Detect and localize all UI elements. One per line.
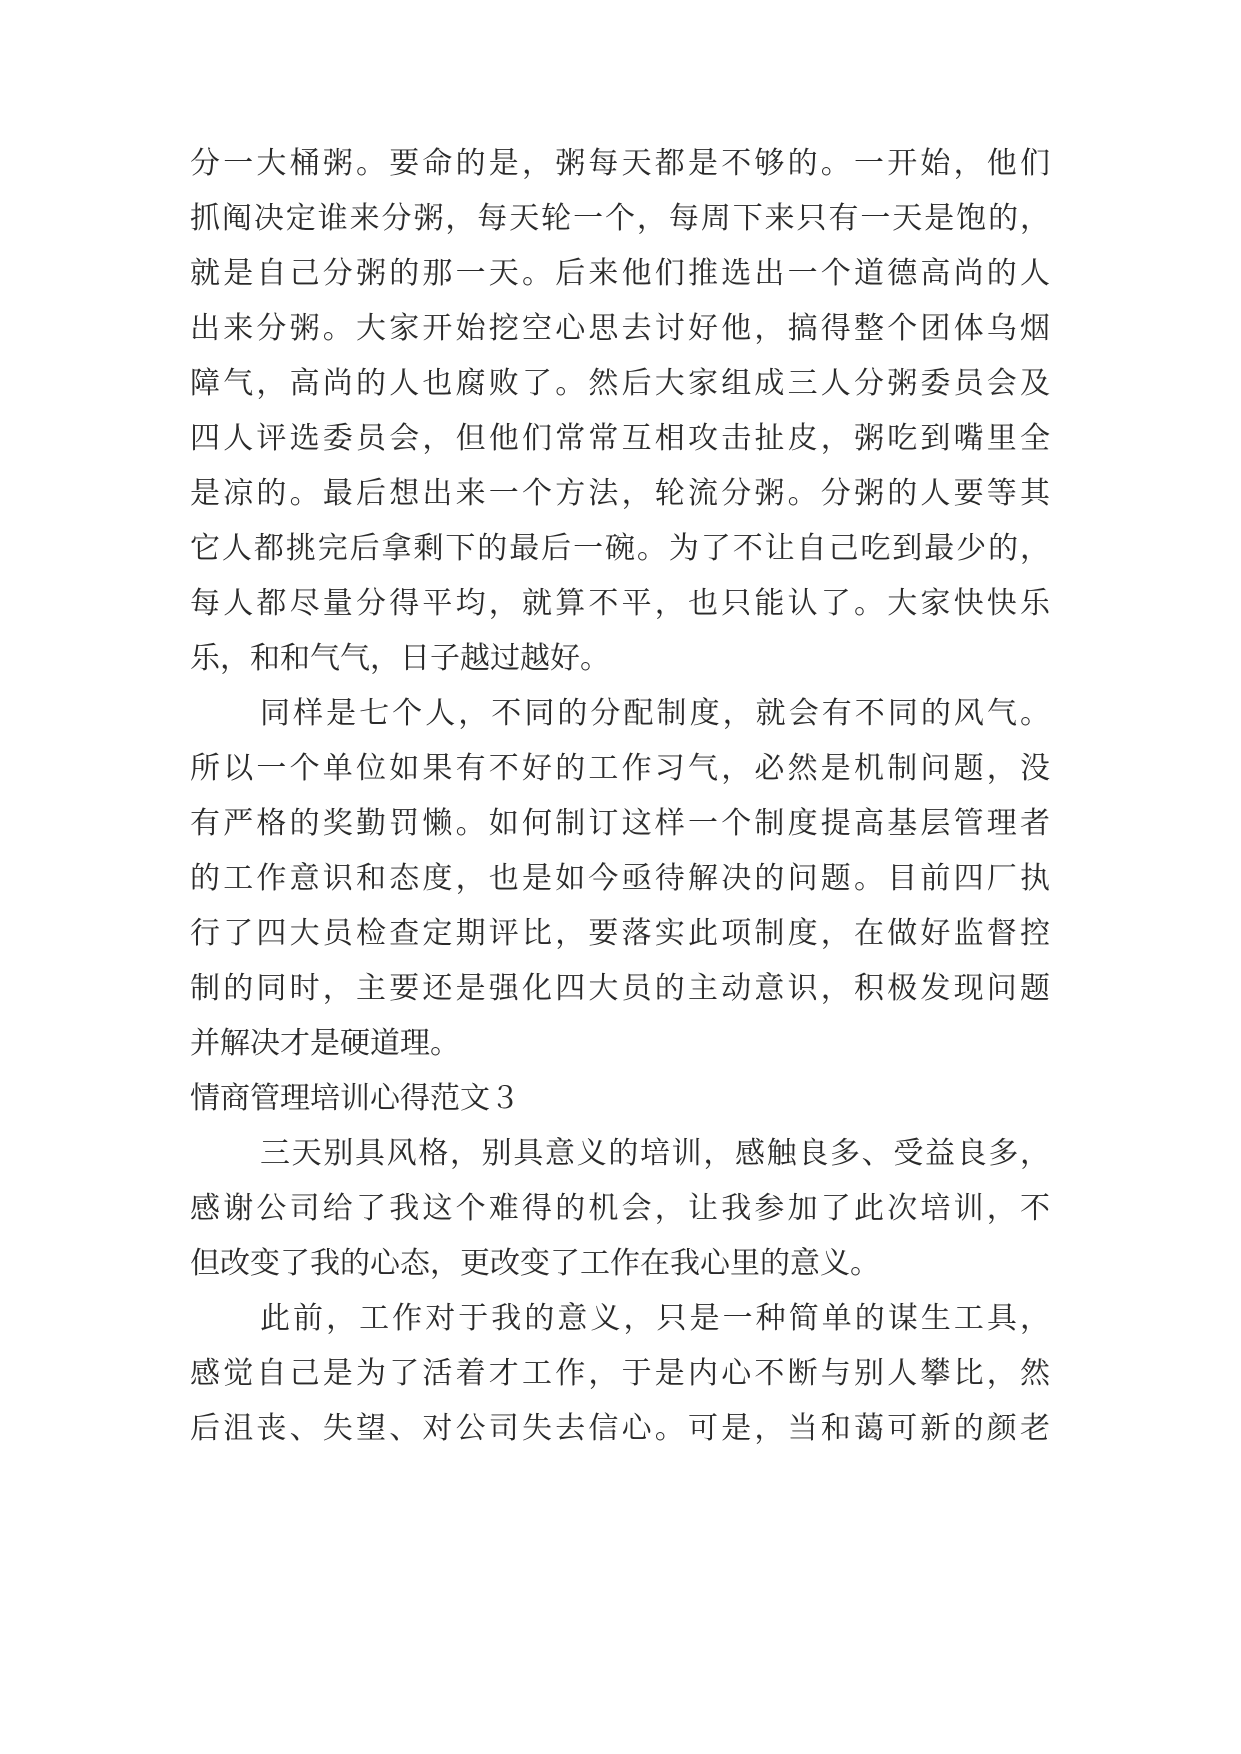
paragraph-4-line: 此前，工作对于我的意义，只是一种简单的谋生工具， xyxy=(260,1301,1050,1336)
paragraph-4-line: 后沮丧、失望、对公司失去信心。可是，当和蔼可新的颜老 xyxy=(190,1411,1050,1446)
paragraph-2-line: 同样是七个人，不同的分配制度，就会有不同的风气。 xyxy=(260,696,1050,731)
paragraph-4-line: 感觉自己是为了活着才工作，于是内心不断与别人攀比，然 xyxy=(190,1356,1050,1391)
paragraph-1-line: 出来分粥。大家开始挖空心思去讨好他，搞得整个团体乌烟 xyxy=(190,311,1050,346)
paragraph-1-line: 就是自己分粥的那一天。后来他们推选出一个道德高尚的人 xyxy=(190,256,1050,291)
paragraph-1-line: 四人评选委员会，但他们常常互相攻击扯皮，粥吃到嘴里全 xyxy=(190,421,1050,456)
section-heading: 情商管理培训心得范文３ xyxy=(190,1081,520,1116)
paragraph-2-line: 制的同时，主要还是强化四大员的主动意识，积极发现问题 xyxy=(190,971,1050,1006)
paragraph-2-line: 的工作意识和态度，也是如今亟待解决的问题。目前四厂执 xyxy=(190,861,1050,896)
paragraph-1-line: 每人都尽量分得平均，就算不平，也只能认了。大家快快乐 xyxy=(190,586,1050,621)
paragraph-1-line: 它人都挑完后拿剩下的最后一碗。为了不让自己吃到最少的， xyxy=(190,531,1050,566)
paragraph-1-line: 抓阄决定谁来分粥，每天轮一个，每周下来只有一天是饱的， xyxy=(190,201,1050,236)
paragraph-1-line: 是凉的。最后想出来一个方法，轮流分粥。分粥的人要等其 xyxy=(190,476,1050,511)
paragraph-3-line: 但改变了我的心态，更改变了工作在我心里的意义。 xyxy=(190,1246,880,1281)
paragraph-1-line: 分一大桶粥。要命的是，粥每天都是不够的。一开始，他们 xyxy=(190,146,1050,181)
paragraph-2-line: 并解决才是硬道理。 xyxy=(190,1026,460,1061)
paragraph-2-line: 有严格的奖勤罚懒。如何制订这样一个制度提高基层管理者 xyxy=(190,806,1050,841)
paragraph-3-line: 三天别具风格，别具意义的培训，感触良多、受益良多， xyxy=(260,1136,1050,1171)
paragraph-3-line: 感谢公司给了我这个难得的机会，让我参加了此次培训，不 xyxy=(190,1191,1050,1226)
paragraph-2-line: 行了四大员检查定期评比，要落实此项制度，在做好监督控 xyxy=(190,916,1050,951)
paragraph-2-line: 所以一个单位如果有不好的工作习气，必然是机制问题，没 xyxy=(190,751,1050,786)
paragraph-1-line: 障气，高尚的人也腐败了。然后大家组成三人分粥委员会及 xyxy=(190,366,1050,401)
paragraph-1-line: 乐，和和气气，日子越过越好。 xyxy=(190,641,610,676)
